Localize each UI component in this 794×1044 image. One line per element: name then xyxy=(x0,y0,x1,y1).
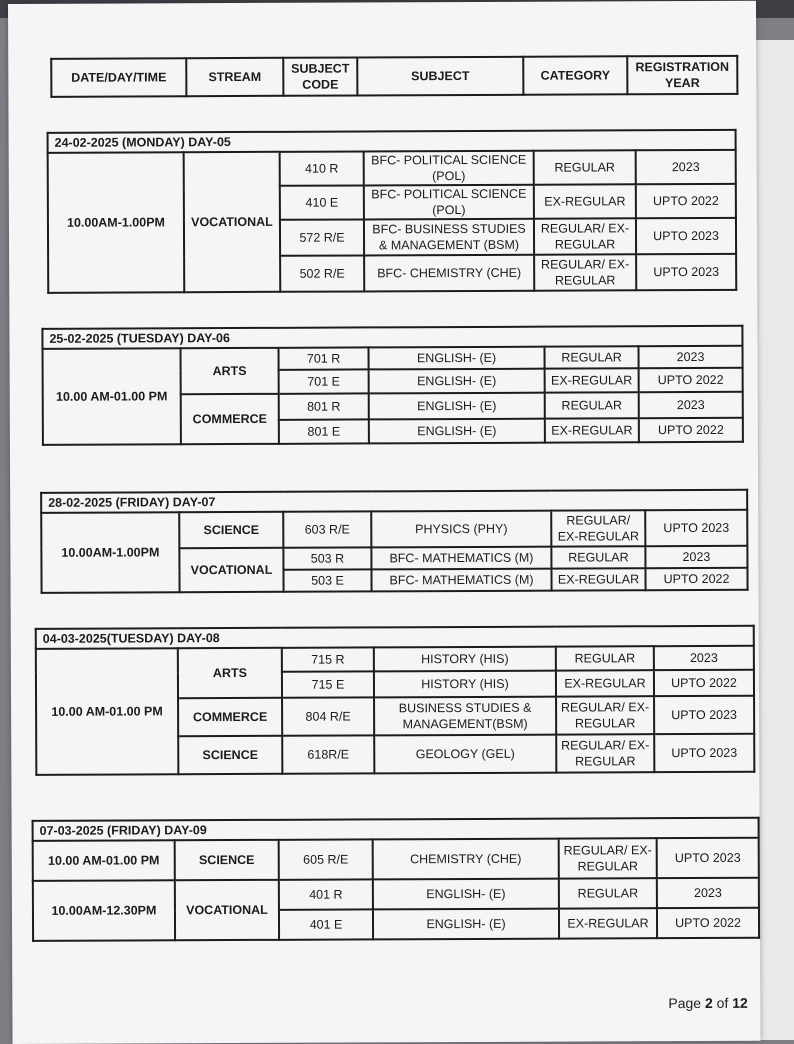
subject-code: 715 R xyxy=(282,647,374,671)
category: REGULAR xyxy=(551,546,645,568)
day-07-table xyxy=(40,489,748,594)
page-label: Page xyxy=(668,994,702,1012)
subject-name: BFC- BUSINESS STUDIES & MANAGEMENT (BSM) xyxy=(364,219,534,256)
subject-name: HISTORY (HIS) xyxy=(374,671,556,698)
category: EX-REGULAR xyxy=(545,368,639,392)
subject-code: 503 E xyxy=(283,569,371,591)
category: EX-REGULAR xyxy=(551,568,645,590)
subject-code: 701 R xyxy=(279,347,369,369)
day-05-time: 10.00AM-1.00PM xyxy=(48,152,185,293)
category: REGULAR/ EX-REGULAR xyxy=(556,734,654,772)
subject-code: 804 R/E xyxy=(282,697,374,735)
subject-code: 618R/E xyxy=(282,735,374,773)
day-05-title: 24-02-2025 (MONDAY) DAY-05 xyxy=(48,130,736,153)
registration-year: 2023 xyxy=(657,878,759,908)
category: REGULAR/ EX-REGULAR xyxy=(559,838,657,878)
subject-name: ENGLISH- (E) xyxy=(369,369,545,394)
category: REGULAR/ EX-REGULAR xyxy=(534,254,636,290)
day-06-stream-arts: ARTS xyxy=(181,348,279,394)
page-of-label: of xyxy=(716,994,729,1011)
category: EX-REGULAR xyxy=(559,908,657,938)
subject-name: ENGLISH- (E) xyxy=(369,347,545,370)
subject-name: ENGLISH- (E) xyxy=(373,909,559,940)
subject-name: ENGLISH- (E) xyxy=(373,879,559,910)
subject-code: 701 E xyxy=(279,369,369,393)
col-subject-header: SUBJECT xyxy=(357,57,523,96)
registration-year: 2023 xyxy=(645,546,747,568)
col-category-header: CATEGORY xyxy=(523,56,627,94)
category: REGULAR/ EX-REGULAR xyxy=(534,218,636,254)
registration-year: UPTO 2023 xyxy=(654,696,754,734)
subject-code: 572 R/E xyxy=(280,219,364,255)
day-07-title: 28-02-2025 (FRIDAY) DAY-07 xyxy=(41,490,747,513)
registration-year: 2023 xyxy=(638,346,742,368)
category: EX-REGULAR xyxy=(534,184,636,218)
registration-year: UPTO 2023 xyxy=(657,838,759,878)
registration-year: UPTO 2022 xyxy=(639,418,743,442)
subject-name: BFC- MATHEMATICS (M) xyxy=(371,569,551,592)
day-08-time: 10.00 AM-01.00 PM xyxy=(36,648,179,775)
subject-code: 605 R/E xyxy=(279,839,373,879)
category: REGULAR xyxy=(556,646,654,670)
day-09-time-vocational: 10.00AM-12.30PM xyxy=(33,880,175,941)
day-06-table xyxy=(41,325,744,446)
subject-name: ENGLISH- (E) xyxy=(369,419,545,444)
subject-name: CHEMISTRY (CHE) xyxy=(373,839,559,880)
subject-code: 410 E xyxy=(280,185,364,219)
day-08-table xyxy=(35,625,756,776)
subject-name: BFC- POLITICAL SCIENCE (POL) xyxy=(364,151,534,186)
subject-code: 801 E xyxy=(279,419,369,443)
subject-name: GEOLOGY (GEL) xyxy=(374,735,556,774)
registration-year: UPTO 2023 xyxy=(645,510,747,546)
day-06-time: 10.00 AM-01.00 PM xyxy=(43,348,181,445)
subject-code: 502 R/E xyxy=(280,255,364,291)
registration-year: 2023 xyxy=(636,150,736,184)
subject-code: 715 E xyxy=(282,671,374,697)
subject-name: BFC- MATHEMATICS (M) xyxy=(371,547,551,570)
subject-code: 801 R xyxy=(279,393,369,419)
day-09-stream-science: SCIENCE xyxy=(175,840,279,880)
day-09-title: 07-03-2025 (FRIDAY) DAY-09 xyxy=(33,818,759,841)
day-06-title: 25-02-2025 (TUESDAY) DAY-06 xyxy=(42,326,742,349)
subject-code: 401 E xyxy=(279,909,373,939)
page-number-footer xyxy=(668,995,748,1011)
day-08-stream-arts: ARTS xyxy=(178,648,282,698)
registration-year: UPTO 2022 xyxy=(639,368,743,392)
column-header-table xyxy=(50,55,738,98)
registration-year: UPTO 2022 xyxy=(636,184,736,218)
day-07-time: 10.00AM-1.00PM xyxy=(41,512,179,593)
subject-code: 603 R/E xyxy=(283,511,371,547)
registration-year: UPTO 2023 xyxy=(636,254,736,290)
col-code-header: SUBJECT CODE xyxy=(283,57,357,95)
subject-code: 503 R xyxy=(283,547,371,569)
day-08-stream-commerce: COMMERCE xyxy=(178,698,282,736)
subject-name: HISTORY (HIS) xyxy=(374,647,556,672)
subject-name: BUSINESS STUDIES & MANAGEMENT(BSM) xyxy=(374,697,556,736)
subject-name: PHYSICS (PHY) xyxy=(371,511,551,548)
col-date-header: DATE/DAY/TIME xyxy=(51,58,186,97)
day-06-stream-commerce: COMMERCE xyxy=(181,394,279,444)
day-09-stream-vocational: VOCATIONAL xyxy=(175,880,279,940)
category: REGULAR xyxy=(534,150,636,184)
registration-year: UPTO 2022 xyxy=(645,568,747,590)
day-09-time-science: 10.00 AM-01.00 PM xyxy=(33,840,175,881)
subject-name: ENGLISH- (E) xyxy=(369,393,545,420)
registration-year: UPTO 2023 xyxy=(636,218,736,254)
day-09-table xyxy=(32,817,761,942)
registration-year: UPTO 2022 xyxy=(654,670,754,696)
day-07-stream-vocational: VOCATIONAL xyxy=(179,548,283,592)
subject-code: 401 R xyxy=(279,879,373,909)
registration-year: UPTO 2023 xyxy=(654,734,754,772)
registration-year: UPTO 2022 xyxy=(657,908,759,938)
day-08-stream-science: SCIENCE xyxy=(178,736,282,774)
category: REGULAR xyxy=(559,878,657,908)
registration-year: 2023 xyxy=(654,646,754,670)
category: EX-REGULAR xyxy=(545,418,639,442)
subject-code: 410 R xyxy=(280,151,364,185)
category: REGULAR/ EX-REGULAR xyxy=(551,510,645,546)
registration-year: 2023 xyxy=(639,392,743,418)
page-current: 2 xyxy=(704,994,713,1011)
subject-name: BFC- CHEMISTRY (CHE) xyxy=(364,255,534,292)
day-08-title: 04-03-2025(TUESDAY) DAY-08 xyxy=(36,626,754,649)
category: REGULAR xyxy=(545,346,639,368)
day-07-stream-science: SCIENCE xyxy=(179,512,283,548)
page-total: 12 xyxy=(732,994,748,1011)
day-05-table xyxy=(47,129,738,294)
category: REGULAR/ EX-REGULAR xyxy=(556,696,654,734)
document-page xyxy=(8,1,761,1044)
category: REGULAR xyxy=(545,392,639,418)
subject-name: BFC- POLITICAL SCIENCE (POL) xyxy=(364,185,534,220)
col-stream-header: STREAM xyxy=(186,58,283,96)
col-year-header: REGISTRATION YEAR xyxy=(627,56,737,94)
day-05-stream: VOCATIONAL xyxy=(184,152,281,292)
category: EX-REGULAR xyxy=(556,670,654,696)
